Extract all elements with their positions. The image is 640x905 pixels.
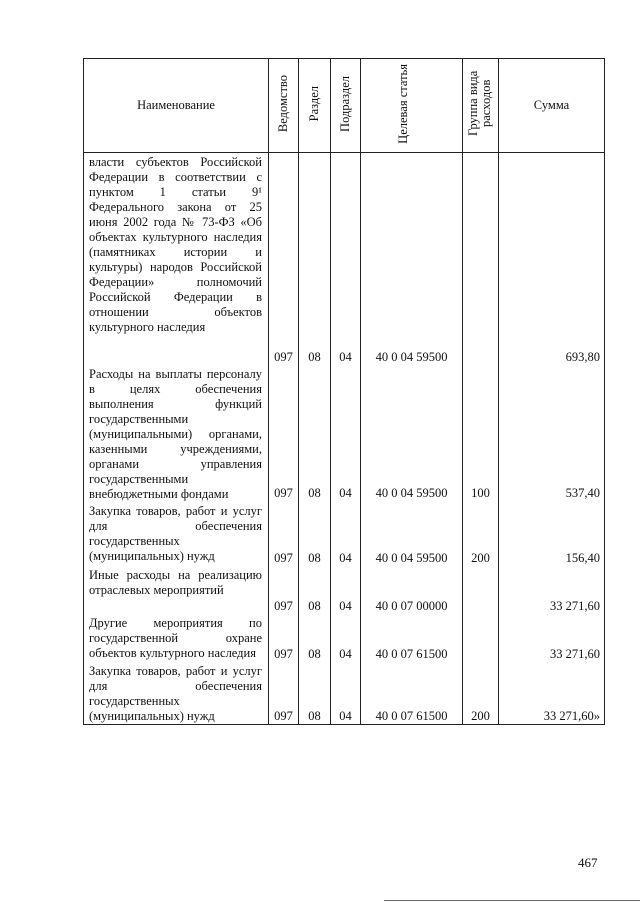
row-group: 100 — [471, 486, 490, 500]
row-subsection: 04 — [339, 350, 352, 364]
row-dept: 097 — [274, 551, 293, 565]
row-sum: 33 271,60 — [550, 647, 600, 661]
budget-table — [83, 58, 605, 725]
row-section: 08 — [308, 486, 321, 500]
row-sum: 537,40 — [565, 486, 600, 500]
row-section: 08 — [308, 551, 321, 565]
row-sum: 33 271,60 — [550, 599, 600, 613]
row-section: 08 — [308, 599, 321, 613]
row-target: 40 0 04 59500 — [375, 486, 448, 500]
row-sum: 156,40 — [565, 551, 600, 565]
header-dept: Ведомство — [269, 59, 299, 153]
header-sum: Сумма — [499, 59, 605, 153]
row-group: 200 — [471, 709, 490, 723]
row-name: власти субъектов Российской Федерации в соответствии с пунктом 1 статьи 9¹ Федерального закона от 25 июня 2002 года № 73-ФЗ «Об объектах культурного наследия (памятниках истории и культуры) народов Российской Федерации» полномочий Российской Федерации в отношении объектов культурного наследия — [84, 153, 269, 366]
row-target: 40 0 04 59500 — [375, 350, 448, 364]
row-subsection: 04 — [339, 551, 352, 565]
row-subsection: 04 — [339, 599, 352, 613]
row-dept: 097 — [274, 486, 293, 500]
header-target: Целевая статья — [361, 59, 463, 153]
table-row — [84, 566, 605, 614]
header-name: Наименование — [84, 59, 269, 153]
header-section: Раздел — [299, 59, 331, 153]
row-target: 40 0 07 00000 — [375, 599, 448, 613]
table-header-row — [84, 59, 605, 153]
table-row — [84, 614, 605, 662]
row-subsection: 04 — [339, 709, 352, 723]
row-dept: 097 — [274, 599, 293, 613]
header-expense-group: Группа вида расходов — [463, 59, 499, 153]
table-row — [84, 153, 605, 366]
row-name: Расходы на выплаты персоналу в целях обеспечения выполнения функций государственными (муниципальными) органами, казенными учреждениями, органами управления государственными внебюджетными фондами — [84, 365, 269, 502]
row-dept: 097 — [274, 647, 293, 661]
row-name: Закупка товаров, работ и услуг для обеспечения государственных (муниципальных) нужд — [84, 662, 269, 725]
row-dept: 097 — [274, 350, 293, 364]
row-target: 40 0 07 61500 — [375, 709, 448, 723]
header-subsection: Подраздел — [331, 59, 361, 153]
row-dept: 097 — [274, 709, 293, 723]
row-target: 40 0 04 59500 — [375, 551, 448, 565]
row-target: 40 0 07 61500 — [375, 647, 448, 661]
row-name: Закупка товаров, работ и услуг для обеспечения государственных (муниципальных) нужд — [84, 502, 269, 566]
table-row — [84, 365, 605, 502]
bottom-divider — [384, 900, 640, 901]
row-sum: 693,80 — [565, 350, 600, 364]
row-name: Другие мероприятия по государственной охране объектов культурного наследия — [84, 614, 269, 662]
row-subsection: 04 — [339, 647, 352, 661]
row-section: 08 — [308, 647, 321, 661]
table-row — [84, 502, 605, 566]
page-number: 467 — [578, 855, 598, 870]
row-subsection: 04 — [339, 486, 352, 500]
row-section: 08 — [308, 709, 321, 723]
row-sum: 33 271,60» — [543, 709, 600, 723]
row-group: 200 — [471, 551, 490, 565]
row-name: Иные расходы на реализацию отраслевых мероприятий — [84, 566, 269, 614]
row-section: 08 — [308, 350, 321, 364]
table-row — [84, 662, 605, 725]
